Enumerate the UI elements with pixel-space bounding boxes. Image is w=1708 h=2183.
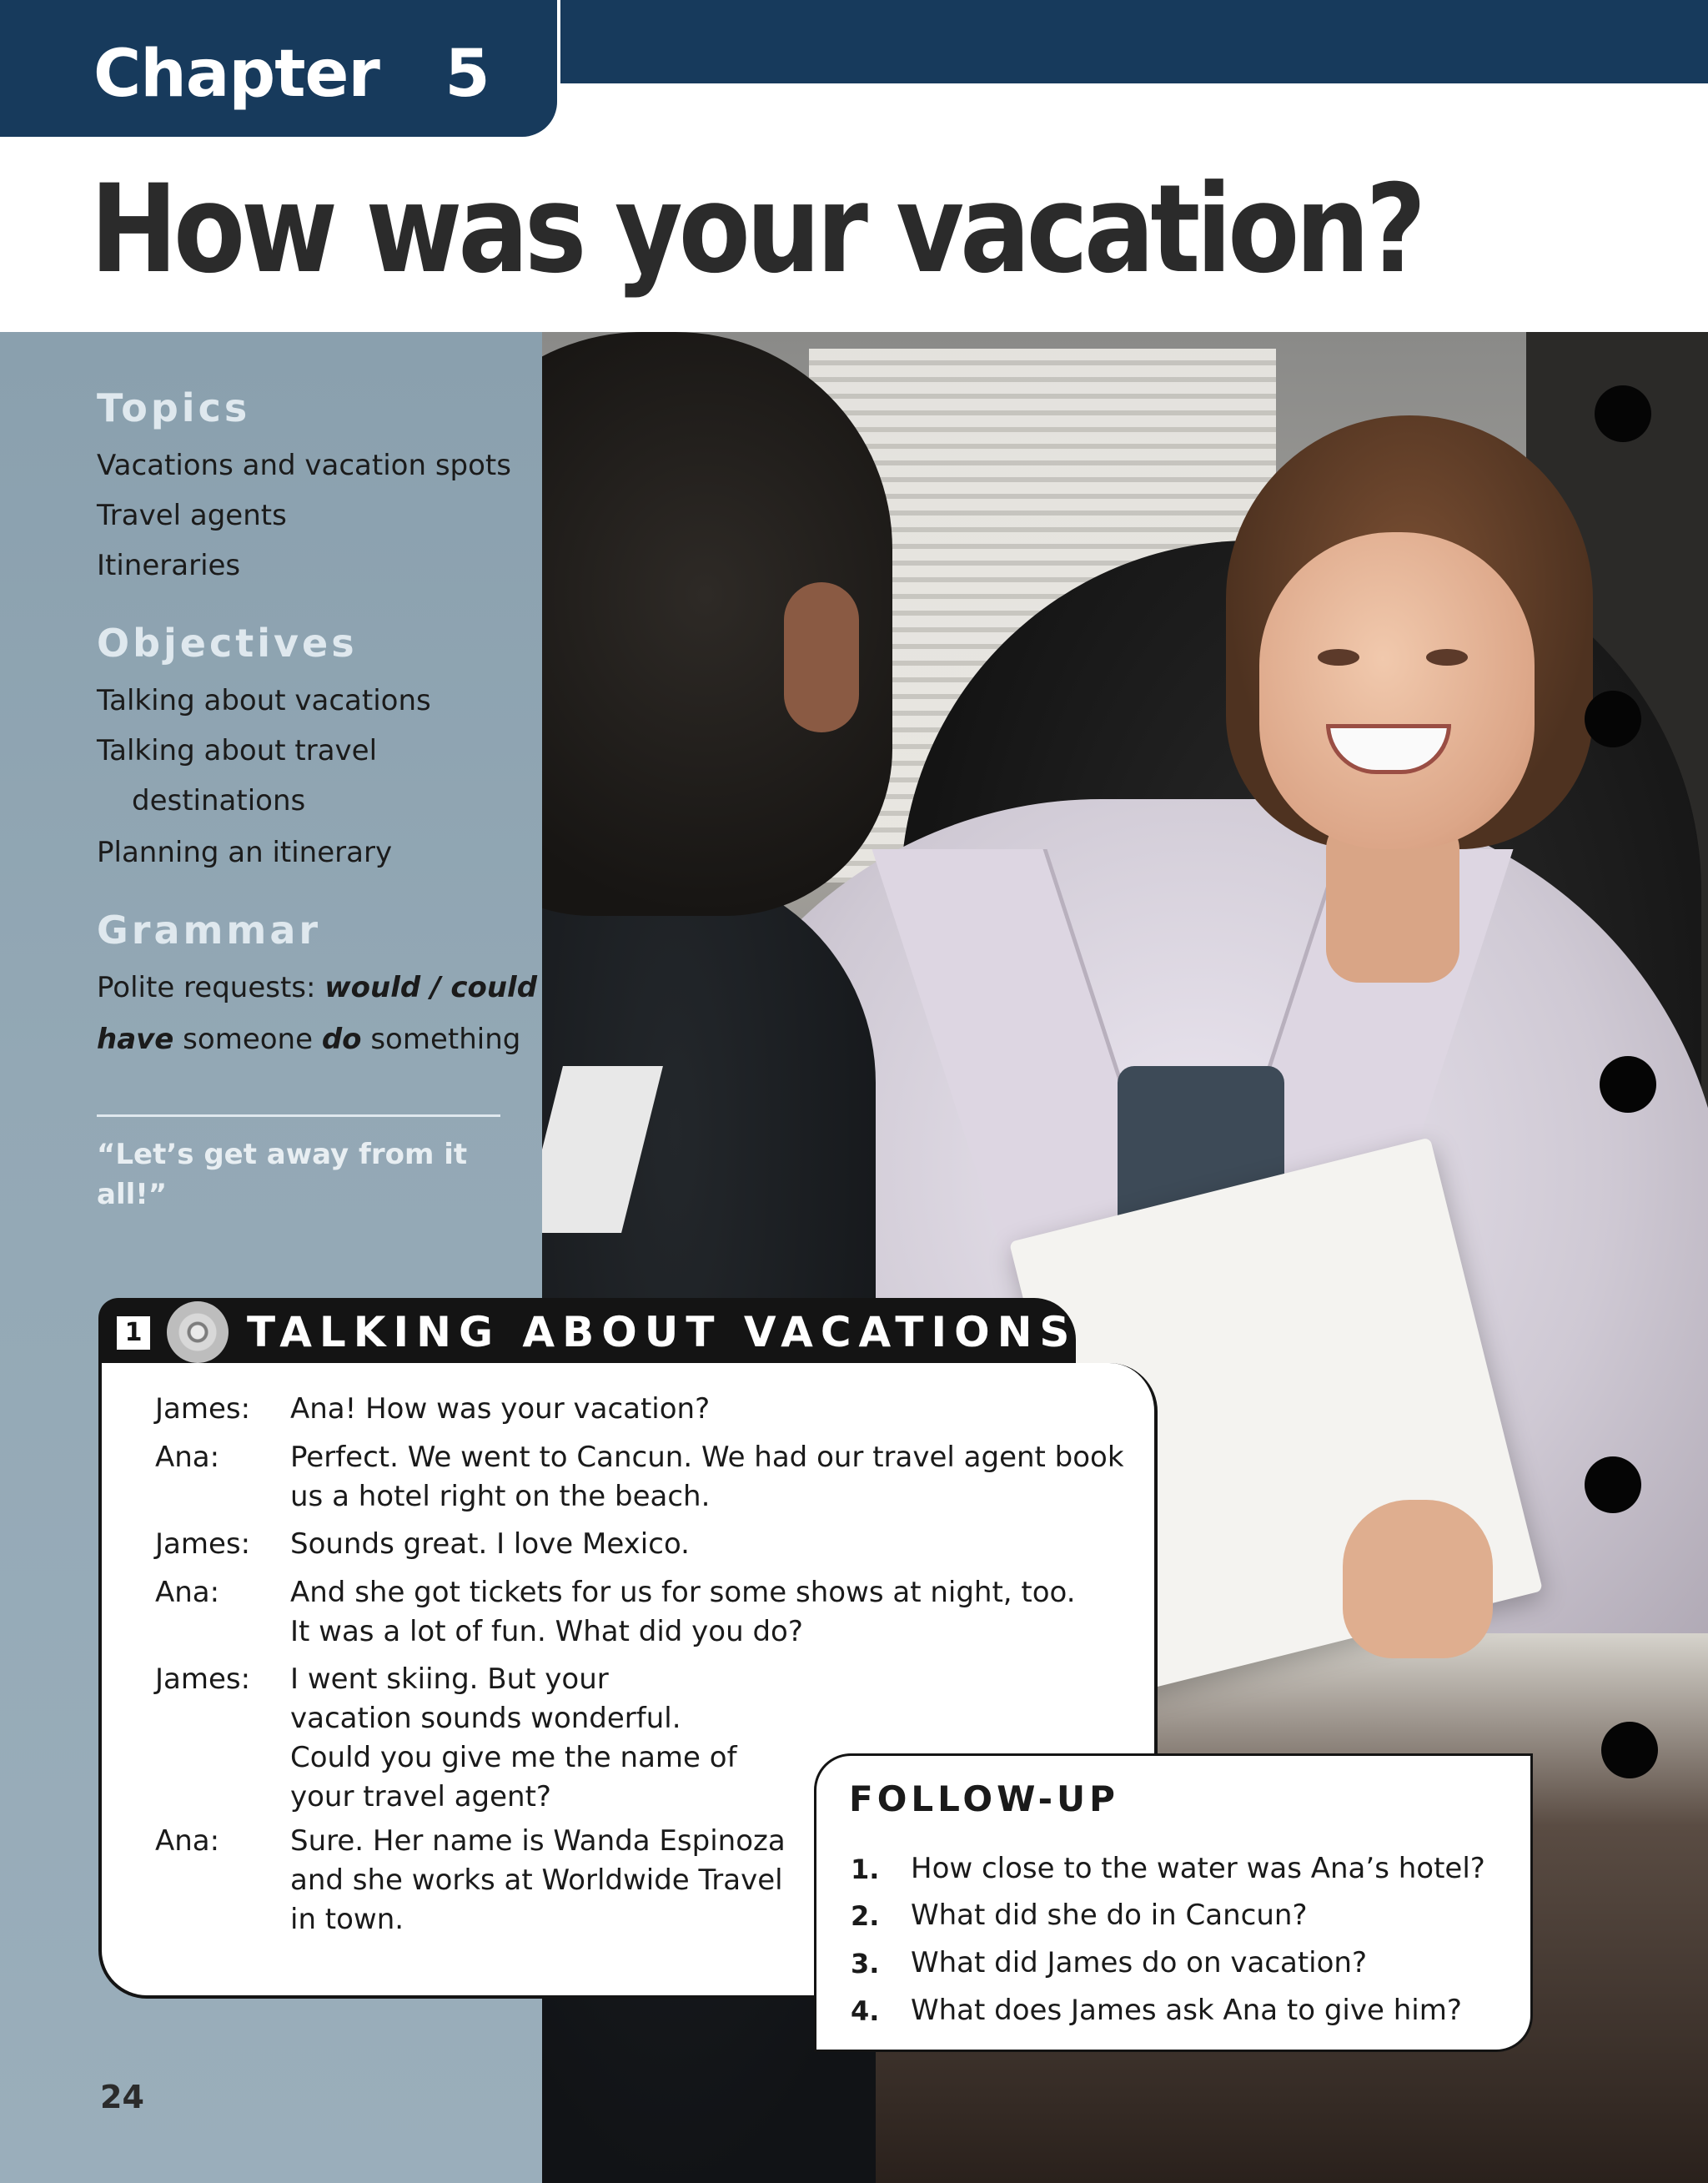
grammar-text: something (361, 1023, 521, 1056)
grammar-heading: Grammar (97, 908, 322, 953)
dialogue-line: and she works at Worldwide Travel (290, 1864, 783, 1897)
dialogue-line: Sure. Her name is Wanda Espinoza (290, 1824, 786, 1858)
question-number: 4. (851, 1995, 880, 2027)
dialogue-speaker: James: (155, 1662, 251, 1696)
eye (1426, 649, 1468, 666)
grammar-emphasis: do (321, 1023, 362, 1056)
question-text: How close to the water was Ana’s hotel? (911, 1852, 1485, 1885)
activity-number: 1 (117, 1316, 150, 1350)
topic-item: Vacations and vacation spots (97, 449, 511, 482)
eye (1318, 649, 1359, 666)
dialogue-line: Sounds great. I love Mexico. (290, 1527, 690, 1561)
grammar-text: someone (173, 1023, 322, 1056)
objective-item: Talking about vacations (97, 684, 431, 717)
question-text: What did James do on vacation? (911, 1946, 1367, 1979)
binder-hole (1585, 691, 1641, 747)
topics-heading: Topics (97, 385, 251, 430)
dialogue-speaker: Ana: (155, 1441, 220, 1474)
page-title: How was your vacation? (90, 158, 1423, 300)
cd-icon[interactable] (167, 1301, 229, 1363)
dialogue-line: your travel agent? (290, 1780, 551, 1813)
objective-item: Talking about travel (97, 734, 378, 767)
dialogue-line: Perfect. We went to Cancun. We had our travel agent book (290, 1441, 1124, 1474)
question-number: 3. (851, 1948, 880, 1979)
binder-hole (1600, 1056, 1656, 1113)
binder-hole (1585, 1456, 1641, 1513)
dialogue-speaker: Ana: (155, 1824, 220, 1858)
objective-item-continuation: destinations (132, 784, 306, 817)
binder-hole (1595, 385, 1651, 442)
followup-title: FOLLOW-UP (849, 1778, 1119, 1819)
page-number: 24 (100, 2079, 144, 2115)
grammar-item (97, 1023, 520, 1056)
objectives-heading: Objectives (97, 621, 358, 666)
dialogue-line: Ana! How was your vacation? (290, 1392, 711, 1426)
grammar-emphasis: would / could (324, 971, 538, 1004)
dialogue-speaker: James: (155, 1527, 251, 1561)
dialogue-line: vacation sounds wonderful. (290, 1702, 681, 1735)
activity-title: TALKING ABOUT VACATIONS (247, 1308, 1078, 1356)
dialogue-line: And she got tickets for us for some shows at night, too. (290, 1576, 1076, 1609)
topic-item: Itineraries (97, 549, 241, 582)
dialogue-speaker: James: (155, 1392, 251, 1426)
dialogue-line: in town. (290, 1903, 404, 1936)
grammar-text: Polite requests: (97, 971, 325, 1004)
question-text: What does James ask Ana to give him? (911, 1994, 1462, 2027)
quote: “Let’s get away from it all!” (97, 1138, 468, 1211)
question-text: What did she do in Cancun? (911, 1899, 1308, 1932)
question-number: 1. (851, 1854, 880, 1885)
dialogue-line: us a hotel right on the beach. (290, 1480, 711, 1513)
chapter-label: Chapter 5 (93, 37, 490, 112)
chapter-tab (0, 0, 560, 140)
question-number: 2. (851, 1900, 880, 1932)
dialogue-line: It was a lot of fun. What did you do? (290, 1615, 803, 1648)
topic-item: Travel agents (97, 499, 287, 532)
man-ear (784, 582, 859, 732)
grammar-emphasis: have (97, 1023, 174, 1056)
dialogue-speaker: Ana: (155, 1576, 220, 1609)
objective-item: Planning an itinerary (97, 836, 393, 869)
woman-face (1259, 532, 1535, 849)
woman-hand (1343, 1500, 1493, 1658)
dialogue-line: Could you give me the name of (290, 1741, 737, 1774)
binder-hole (1601, 1722, 1658, 1778)
sidebar-divider (97, 1114, 500, 1117)
grammar-item (97, 971, 537, 1004)
dialogue-line: I went skiing. But your (290, 1662, 609, 1696)
